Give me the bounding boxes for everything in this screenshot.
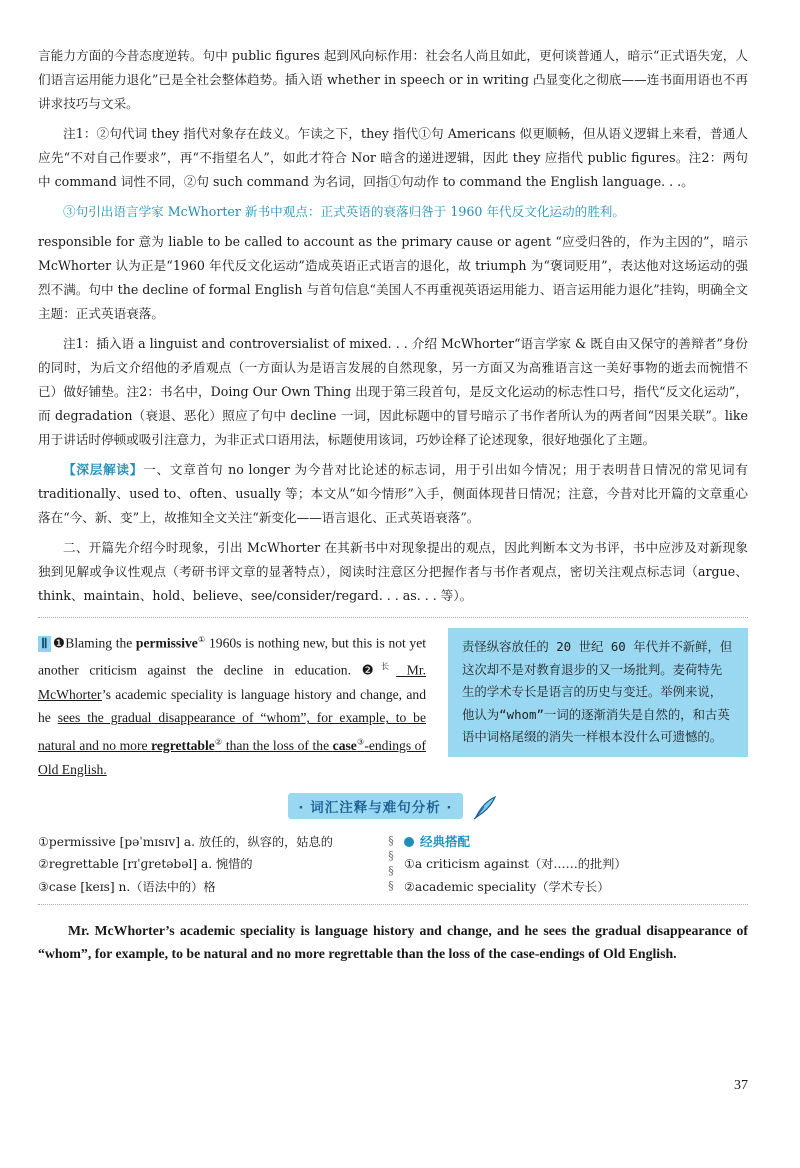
footnote-marker: ② [214, 737, 223, 747]
vocab-list [38, 831, 378, 899]
underlined-subject: Mr. McWhorter [38, 662, 427, 702]
section-roman-numeral: Ⅱ [38, 636, 51, 652]
vocab-item: ③case [keɪs] n.（语法中的）格 [38, 879, 216, 894]
section-2-translation: 责怪纵容放任的 20 世纪 60 年代并不新鲜，但这次却不是对教育退步的又一场批判。麦荷特先生的学术专长是语言的历史与变迁。举例来说，他认为“whom”一词的逐渐消失是自然的，和古英语中词格尾缀的消失一样根本没什么可遗憾的。 [448, 628, 748, 757]
text-run: 1960s is nothing new, but this is not yet another criticism against the decline in education. [38, 635, 427, 678]
difficult-sentence: Mr. McWhorter’s academic speciality is language history and change, and he sees the gradual disappearance of “whom”, for example, to be natural and no more regrettable than the loss of the case-endings of Old English. [38, 923, 748, 962]
quill-pen-icon [472, 795, 498, 821]
divider [38, 904, 748, 905]
spiral-separator: § § § § [388, 833, 394, 892]
keyword-permissive: permissive [135, 635, 198, 651]
keyword-case: case [332, 737, 357, 753]
vocab-item: ②regrettable [rɪˈɡretəbəl] a. 惋惜的 [38, 857, 253, 872]
bullet-dot-icon [404, 837, 414, 847]
sentence-1-number: ❶ [52, 635, 66, 651]
text-run: sees the gradual disappearance of “whom”, for example, to be natural and no more [38, 710, 426, 753]
divider [38, 617, 748, 618]
deep-reading-1 [38, 458, 748, 530]
note-1: 注1：②句代词 they 指代对象存在歧义。乍读之下，they 指代①句 Americans 似更顺畅，但从语义逻辑上来看，普通人应先“不对自己作要求”，再“不指望名人”，如此才符合 Nor 暗含的递进逻辑，因此 they 应指代 public figures。注2：两句中 command 词性不同，②句 such command 为名词，回指①句动作 to command the English language. . .。 [38, 126, 748, 189]
vocab-grid [38, 831, 748, 899]
vocab-title-label: · 词汇注释与难句分析 · [288, 793, 462, 819]
text-run: -endings of Old English. [38, 737, 427, 777]
collocation-title-text: 经典搭配 [420, 833, 471, 849]
note-2: 注1：插入语 a linguist and controversialist of mixed. . . 介绍 McWhorter“语言学家 & 既自由又保守的善辩者”身份的同时，为后文介绍他的矛盾观点（一方面认为是语言发展的自然现象，另一方面又为高雅语言这一美好事物的逝去而惋惜不已）做好铺垫。注2：书名中，Doing Our Own Thing 出现于第三段首句，是反文化运动的标志性口号，指代“反文化运动”，而 degradation（衰退、恶化）照应了句中 decline 一词，因此标题中的冒号暗示了书作者所认为的两者间“因果关联”。like 用于讲话时停顿或吸引注意力，为非正式口语用法，标题使用该词，巧妙诠释了论述现象，很好地强化了主题。 [38, 336, 748, 447]
paragraph-3: responsible for 意为 liable to be called to account as the primary cause or agent “应受归咎的，作为主因的”，暗示 McWhorter 认为正是“1960 年代反文化运动”造成英语正式语言的退化，故 triumph 为“褒词贬用”，表达他对这场运动的强烈不满。句中 the decline of formal English 与首句信息“美国人不再重视英语运用能力、语言运用能力退化”挂钩，明确全文主题：正式英语衰落。 [38, 234, 748, 321]
deep-reading-1-text: 一、文章首句 no longer 为今昔对比论述的标志词，用于引出如今情况；用于表明昔日情况的常见词有 traditionally、used to、often、usually 等；本文从“如今情形”入手，侧面体现昔日情况；注意，今昔对比开篇的文章重心落在“今、新、变”上，故推知全文关注“新变化——语言退化、正式英语衰落”。 [38, 462, 748, 525]
deep-reading-2: 二、开篇先介绍今时现象，引出 McWhorter 在其新书中对现象提出的观点，因此判断本文为书评，书中应涉及对新现象独到见解或争议性观点（考研书评文章的显著特点），阅读时注意区分把握作者与书作者观点，密切关注观点标志词（argue、think、maintain、hold、believe、see/consider/regard. . . as. . . 等）。 [38, 540, 748, 603]
section-2 [38, 628, 748, 781]
collocation-list [404, 831, 748, 899]
footnote-marker: ① [197, 635, 206, 644]
collocation-item: ①a criticism against（对……的批判） [404, 857, 627, 872]
collocation-title [404, 831, 748, 854]
long-sentence-marker: 长 [380, 662, 397, 672]
text-run: ’s academic speciality is language history and change, and he [38, 686, 426, 726]
paragraph-1: 言能力方面的今昔态度逆转。句中 public figures 起到风向标作用：社会名人尚且如此，更何谈普通人，暗示“正式语失宠，人们语言运用能力退化”已是全社会整体趋势。插入语 whether in speech or in writing 凸显变化之彻底——连书面用语也不再讲求技巧与文采。 [38, 48, 748, 111]
vocab-item: ①permissive [pəˈmɪsɪv] a. 放任的，纵容的，姑息的 [38, 834, 333, 849]
section-2-english [38, 628, 426, 781]
sentence-2-number: ❷ [361, 662, 381, 678]
text-run: Blaming the [65, 635, 136, 651]
deep-reading-label: 【深层解读】 [63, 462, 144, 477]
page-content [38, 44, 748, 965]
collocation-item: ②academic speciality（学术专长） [404, 879, 610, 894]
page-number: 37 [734, 1078, 748, 1093]
underlined-clause [38, 710, 426, 776]
keyword-regrettable: regrettable [151, 737, 215, 753]
footnote-marker: ③ [356, 737, 365, 747]
vocab-section-title [38, 793, 748, 821]
text-run: than the loss of the [222, 737, 333, 753]
point-3: ③句引出语言学家 McWhorter 新书中观点：正式英语的衰落归咎于 1960 年代反文化运动的胜利。 [63, 204, 625, 219]
